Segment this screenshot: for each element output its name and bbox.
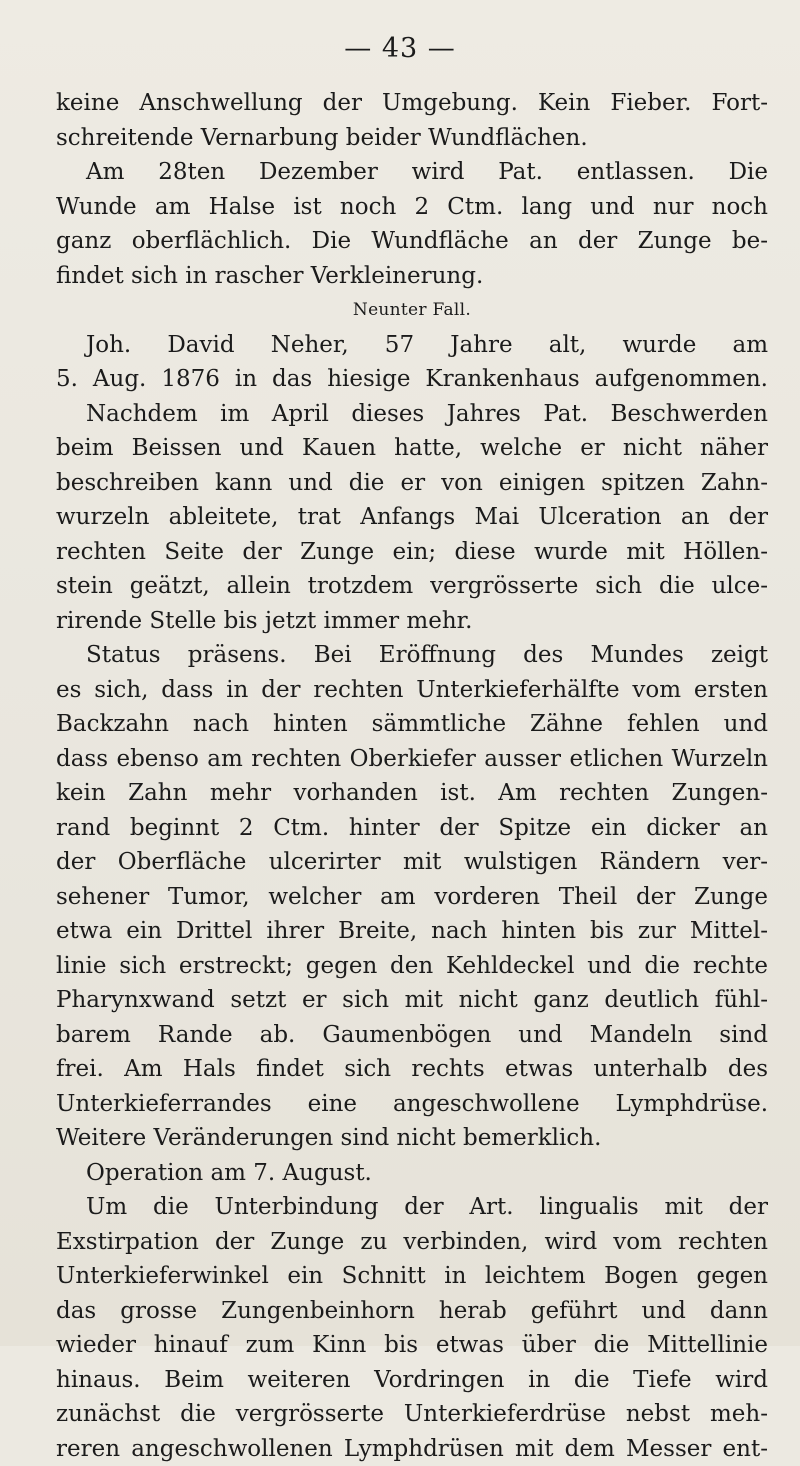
text-line: der Oberfläche ulcerirter mit wulstigen Rändern ver- bbox=[56, 845, 768, 880]
text-line: Exstirpation der Zunge zu verbinden, wird vom rechten bbox=[56, 1225, 768, 1260]
text-line: dass ebenso am rechten Oberkiefer ausser etlichen Wurzeln bbox=[56, 742, 768, 777]
text-line: ganz oberflächlich. Die Wundfläche an der Zunge be- bbox=[56, 224, 768, 259]
text-line: Weitere Veränderungen sind nicht bemerklich. bbox=[56, 1121, 768, 1156]
text-line: das grosse Zungenbeinhorn herab geführt und dann bbox=[56, 1294, 768, 1329]
text-line: kein Zahn mehr vorhanden ist. Am rechten Zungen- bbox=[56, 776, 768, 811]
text-line: Am 28ten Dezember wird Pat. entlassen. Die bbox=[56, 155, 768, 190]
text-line: Unterkieferwinkel ein Schnitt in leichtem Bogen gegen bbox=[56, 1259, 768, 1294]
text-line: beschreiben kann und die er von einigen spitzen Zahn- bbox=[56, 466, 768, 501]
body-text bbox=[56, 86, 768, 1466]
text-line: stein geätzt, allein trotzdem vergrösserte sich die ulce- bbox=[56, 569, 768, 604]
text-line: schreitende Vernarbung beider Wundflächen. bbox=[56, 121, 768, 156]
text-line: wieder hinauf zum Kinn bis etwas über die Mittellinie bbox=[56, 1328, 768, 1363]
section-heading: Neunter Fall. bbox=[56, 293, 768, 328]
text-line: Pharynxwand setzt er sich mit nicht ganz deutlich fühl- bbox=[56, 983, 768, 1018]
text-line: findet sich in rascher Verkleinerung. bbox=[56, 259, 768, 294]
text-line: barem Rande ab. Gaumenbögen und Mandeln sind bbox=[56, 1018, 768, 1053]
text-line: 5. Aug. 1876 in das hiesige Krankenhaus aufgenommen. bbox=[56, 362, 768, 397]
text-line: Joh. David Neher, 57 Jahre alt, wurde am bbox=[56, 328, 768, 363]
text-line: Status präsens. Bei Eröffnung des Mundes zeigt bbox=[56, 638, 768, 673]
text-line: keine Anschwellung der Umgebung. Kein Fieber. Fort- bbox=[56, 86, 768, 121]
text-line: linie sich erstreckt; gegen den Kehldeckel und die rechte bbox=[56, 949, 768, 984]
page-number: — 43 — bbox=[0, 32, 800, 66]
text-line: Operation am 7. August. bbox=[56, 1156, 768, 1191]
text-line: Unterkieferrandes eine angeschwollene Lymphdrüse. bbox=[56, 1087, 768, 1122]
text-line: Backzahn nach hinten sämmtliche Zähne fehlen und bbox=[56, 707, 768, 742]
text-line: Um die Unterbindung der Art. lingualis mit der bbox=[56, 1190, 768, 1225]
text-line: es sich, dass in der rechten Unterkieferhälfte vom ersten bbox=[56, 673, 768, 708]
text-line: rand beginnt 2 Ctm. hinter der Spitze ein dicker an bbox=[56, 811, 768, 846]
text-line: beim Beissen und Kauen hatte, welche er nicht näher bbox=[56, 431, 768, 466]
text-line: frei. Am Hals findet sich rechts etwas unterhalb des bbox=[56, 1052, 768, 1087]
text-line: hinaus. Beim weiteren Vordringen in die Tiefe wird bbox=[56, 1363, 768, 1398]
text-line: sehener Tumor, welcher am vorderen Theil der Zunge bbox=[56, 880, 768, 915]
text-line: Nachdem im April dieses Jahres Pat. Beschwerden bbox=[56, 397, 768, 432]
text-line: rechten Seite der Zunge ein; diese wurde mit Höllen- bbox=[56, 535, 768, 570]
text-line: zunächst die vergrösserte Unterkieferdrüse nebst meh- bbox=[56, 1397, 768, 1432]
text-line: wurzeln ableitete, trat Anfangs Mai Ulceration an der bbox=[56, 500, 768, 535]
text-line: Wunde am Halse ist noch 2 Ctm. lang und nur noch bbox=[56, 190, 768, 225]
text-line: rirende Stelle bis jetzt immer mehr. bbox=[56, 604, 768, 639]
text-line: etwa ein Drittel ihrer Breite, nach hinten bis zur Mittel- bbox=[56, 914, 768, 949]
text-line: reren angeschwollenen Lymphdrüsen mit dem Messer ent- bbox=[56, 1432, 768, 1466]
